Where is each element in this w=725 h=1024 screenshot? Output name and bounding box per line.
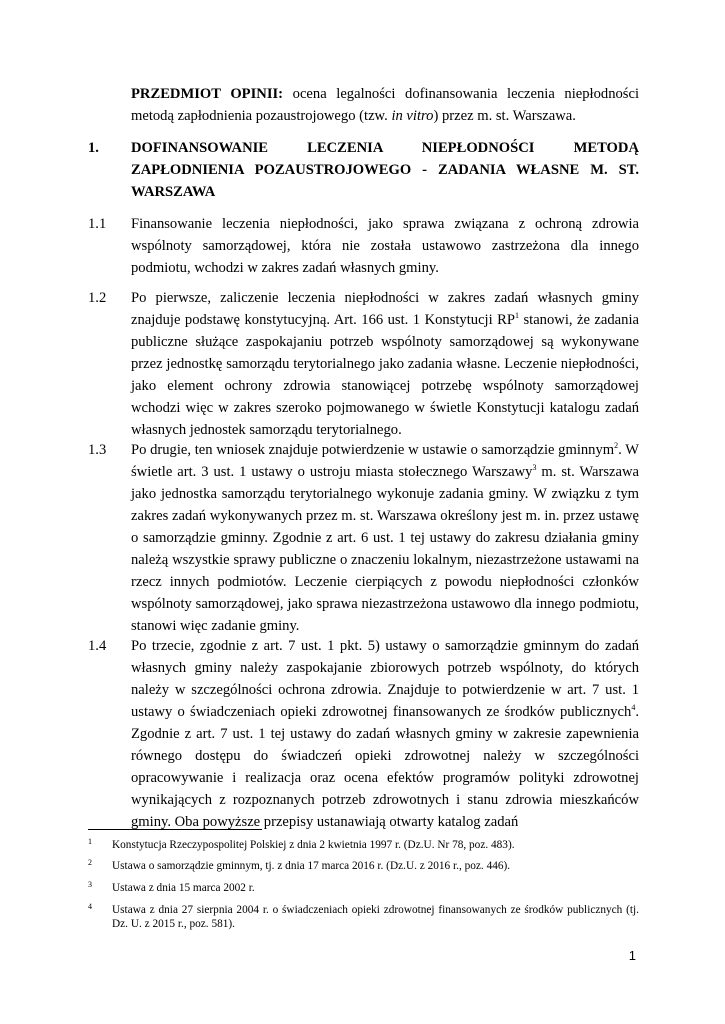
paragraph-number: 1.3 — [88, 442, 107, 458]
footnote-number: 4 — [88, 902, 92, 911]
footnote-separator — [88, 829, 262, 830]
paragraph-text-part: stanowi, że zadania publiczne służące zaspokajaniu potrzeb wspólnoty samorządowej są wykonywane przez jednostkę samorządu terytorialnego jako zadania własne. Leczenie niepłodności, jako element ochrony zdrowia stanowiącej potrzebę wspólnoty samorządowej wchodzi więc w zakres szeroko pojmowanego w świetle Konstytucji katalogu zadań własnych jednostek samorządu terytorialnego. — [131, 312, 639, 438]
footnote-text: Ustawa o samorządzie gminnym, tj. z dnia 17 marca 2016 r. (Dz.U. z 2016 r., poz. 446). — [112, 860, 511, 872]
footnote-number: 3 — [88, 880, 92, 889]
section-number: 1. — [88, 140, 99, 156]
footnote-text: Konstytucja Rzeczypospolitej Polskiej z dnia 2 kwietnia 1997 r. (Dz.U. Nr 78, poz. 483). — [112, 839, 515, 851]
paragraph-number: 1.4 — [88, 638, 107, 654]
paragraph-text-part: . W świetle art. 3 ust. 1 ustawy o ustroju miasta stołecznego Warszawy — [131, 442, 639, 480]
paragraph-text: Finansowanie leczenia niepłodności, jako sprawa związana z ochroną zdrowia wspólnoty samorządowej, która nie została ustawowo zastrzeżona dla innego podmiotu, wchodzi w zakres zadań własnych gminy. — [131, 216, 639, 276]
paragraph-text-part: Po drugie, ten wniosek znajduje potwierdzenie w ustawie o samorządzie gminnym — [131, 442, 615, 458]
footnote-ref[interactable]: 3 — [532, 463, 537, 473]
paragraph-text-part: . Zgodnie z art. 7 ust. 1 tej ustawy do zadań własnych gminy w zakresie zapewnienia równego dostępu do świadczeń opieki zdrowotnej należy w szczególności opracowywanie i realizacja oraz ocena efektów programów polityki zdrowotnej wynikających z rozpoznanych potrzeb zdrowotnych i stanu zdrowia mieszkańców gminy. Oba powyższe przepisy ustanawiają otwarty katalog zadań — [131, 704, 639, 830]
footnote-ref[interactable]: 4 — [631, 703, 636, 713]
section-title: DOFINANSOWANIE LECZENIA NIEPŁODNOŚCI METODĄ ZAPŁODNIENIA POZAUSTROJOWEGO - ZADANIA WŁASNE M. ST. WARSZAWA — [131, 140, 639, 200]
paragraph-text — [131, 635, 639, 833]
paragraph-text — [131, 287, 639, 441]
page-number: 1 — [628, 948, 636, 963]
footnote-ref[interactable]: 2 — [614, 441, 619, 451]
paragraph-text-part: m. st. Warszawa jako jednostka samorządu terytorialnego wykonuje zadania gminy. W związku z tym zakres zadań wykonywanych przez m. st. Warszawa określony jest m. in. przez ustawę o samorządzie gminny. Zgodnie z art. 6 ust. 1 tej ustawy do zakresu działania gminy należą wszystkie sprawy publiczne o znaczeniu lokalnym, niezastrzeżone ustawami na rzecz innych podmiotów. Leczenie cierpiących z powodu niepłodności członków wspólnoty samorządowej, jako sprawa niezastrzeżona ustawowo dla innego podmiotu, stanowi więc zadanie gminy. — [131, 464, 639, 634]
footnote-number: 2 — [88, 858, 92, 867]
paragraph-number: 1.2 — [88, 290, 107, 306]
footnote-text: Ustawa z dnia 27 sierpnia 2004 r. o świadczeniach opieki zdrowotnej finansowanych ze środków publicznych (tj. Dz. U. z 2015 r., poz. 581). — [112, 904, 639, 930]
opinion-subject — [131, 83, 639, 127]
footnote-ref[interactable]: 1 — [515, 311, 519, 321]
subject-label: PRZEDMIOT OPINII: — [131, 86, 284, 102]
paragraph-text-part: Po pierwsze, zaliczenie leczenia niepłodności w zakres zadań własnych gminy znajduje podstawę konstytucyjną. Art. 166 ust. 1 Konstytucji RP — [131, 290, 639, 328]
paragraph-text — [131, 439, 639, 637]
subject-italic: in vitro — [391, 108, 434, 124]
footnote-text: Ustawa z dnia 15 marca 2002 r. — [112, 882, 255, 894]
footnote-number: 1 — [88, 837, 92, 846]
subject-text-2: ) przez m. st. Warszawa. — [433, 108, 576, 124]
subject-text-1: ocena legalności dofinansowania leczenia niepłodności metodą zapłodnienia pozaustrojowego (tzw. — [131, 86, 639, 124]
paragraph-number: 1.1 — [88, 216, 107, 232]
paragraph-text-part: Po trzecie, zgodnie z art. 7 ust. 1 pkt. 5) ustawy o samorządzie gminnym do zadań własnych gminy należy zaspokajanie zbiorowych potrzeb wspólnoty, do których należy w szczególności ochrona zdrowia. Znajduje to potwierdzenie w art. 7 ust. 1 ustawy o świadczeniach opieki zdrowotnej finansowanych ze środków publicznych — [131, 638, 639, 720]
